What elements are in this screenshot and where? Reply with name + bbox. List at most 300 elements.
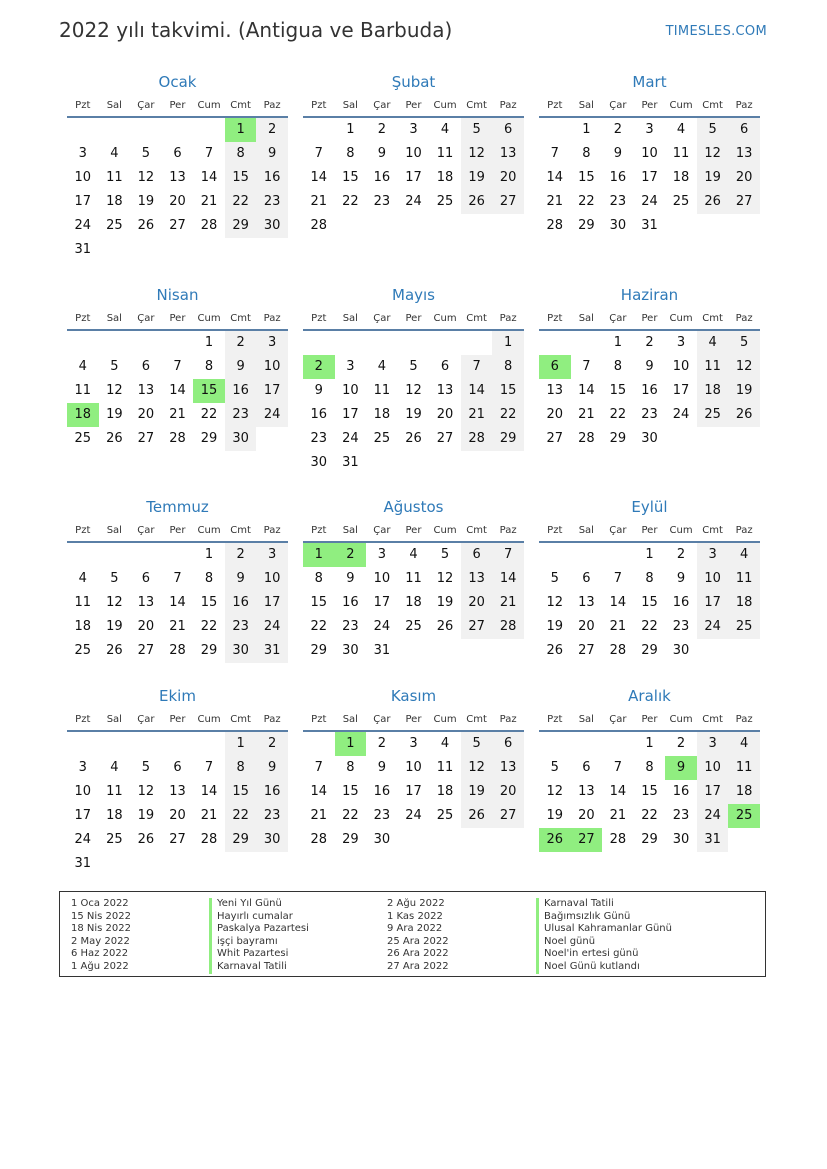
day-cell: 4 xyxy=(110,146,119,161)
weekday-label: Pzt xyxy=(311,313,327,324)
day-cell: 29 xyxy=(310,643,328,658)
day-cell: 1 xyxy=(225,732,257,756)
day-cell: 17 xyxy=(672,383,690,398)
weekday-label: Çar xyxy=(137,313,155,324)
day-cell: 13 xyxy=(137,383,155,398)
weekday-label: Pzt xyxy=(75,525,91,536)
day-cell: 13 xyxy=(728,142,760,166)
weekday-label: Sal xyxy=(342,525,358,536)
week-row xyxy=(67,118,288,142)
day-cell: 12 xyxy=(436,571,454,586)
day-cell: 15 xyxy=(492,379,524,403)
month-1 xyxy=(67,72,288,262)
weekday-label: Per xyxy=(641,525,658,536)
day-cell: 9 xyxy=(346,571,355,586)
week-row xyxy=(539,379,760,403)
day-cell: 4 xyxy=(110,760,119,775)
weekday-label: Paz xyxy=(735,100,753,111)
week-row xyxy=(539,615,760,639)
day-cell: 21 xyxy=(310,194,328,209)
day-cell: 25 xyxy=(436,808,454,823)
day-cell: 19 xyxy=(106,407,123,422)
day-cell: 9 xyxy=(377,760,387,775)
day-cell: 12 xyxy=(546,784,564,799)
day-cell: 4 xyxy=(440,736,450,751)
day-cell: 27 xyxy=(461,615,493,639)
weekday-label: Paz xyxy=(735,525,753,536)
day-cell: 7 xyxy=(492,543,524,567)
empty-cell xyxy=(303,118,335,142)
empty-cell xyxy=(461,828,493,852)
day-cell: 14 xyxy=(609,784,627,799)
empty-cell xyxy=(225,852,257,876)
day-cell: 3 xyxy=(409,736,418,751)
week-row xyxy=(539,166,760,190)
day-cell: 14 xyxy=(461,379,493,403)
weekday-label: Cum xyxy=(433,714,457,725)
empty-cell xyxy=(193,118,225,142)
week-row xyxy=(303,142,524,166)
weekday-label: Per xyxy=(169,313,186,324)
day-cell: 25 xyxy=(106,832,123,847)
day-cell: 17 xyxy=(405,784,422,799)
day-cell: 3 xyxy=(377,547,387,562)
day-cell: 20 xyxy=(436,407,454,422)
empty-cell xyxy=(728,639,760,663)
empty-cell xyxy=(492,639,524,663)
day-cell: 16 xyxy=(225,379,257,403)
month-name: Mart xyxy=(632,73,667,91)
day-cell: 29 xyxy=(200,643,218,658)
day-cell: 10 xyxy=(74,784,92,799)
day-cell: 21 xyxy=(609,619,627,634)
empty-cell xyxy=(492,828,524,852)
day-cell: 4 xyxy=(728,732,760,756)
day-cell: 4 xyxy=(78,571,87,586)
empty-cell xyxy=(193,732,225,756)
day-cell: 29 xyxy=(492,427,524,451)
day-cell: 18 xyxy=(697,379,729,403)
empty-cell xyxy=(99,732,131,756)
day-cell: 8 xyxy=(225,142,257,166)
week-row xyxy=(67,379,288,403)
day-cell: 29 xyxy=(609,431,627,446)
day-cell: 9 xyxy=(256,142,288,166)
legend-holiday-name: Noel Günü kutlandı xyxy=(536,961,672,974)
day-cell: 18 xyxy=(405,595,422,610)
day-cell: 21 xyxy=(578,407,595,422)
day-cell: 16 xyxy=(672,595,690,610)
day-cell: 8 xyxy=(613,359,623,374)
weekday-label: Cum xyxy=(433,100,457,111)
weekday-label: Pzt xyxy=(547,525,563,536)
weekday-label: Sal xyxy=(106,313,122,324)
empty-cell xyxy=(335,331,367,355)
weekday-label: Çar xyxy=(137,714,155,725)
week-row xyxy=(67,591,288,615)
day-cell: 31 xyxy=(74,242,92,257)
week-row xyxy=(67,355,288,379)
day-cell: 2 xyxy=(645,335,654,350)
holiday-day-cell: 27 xyxy=(571,828,603,852)
empty-cell xyxy=(162,238,194,262)
day-cell: 23 xyxy=(310,431,328,446)
empty-cell xyxy=(303,732,335,756)
weekday-label: Cmt xyxy=(230,313,251,324)
legend-holiday-name: Bağımsızlık Günü xyxy=(536,911,672,924)
day-cell: 28 xyxy=(200,218,218,233)
day-cell: 26 xyxy=(461,804,493,828)
weekday-label: Sal xyxy=(106,714,122,725)
day-cell: 26 xyxy=(546,643,564,658)
weekday-label: Pzt xyxy=(547,313,563,324)
empty-cell xyxy=(366,331,398,355)
weekday-label: Cmt xyxy=(702,100,723,111)
day-cell: 18 xyxy=(728,780,760,804)
empty-cell xyxy=(99,852,131,876)
holiday-day-cell: 1 xyxy=(335,732,367,756)
day-cell: 8 xyxy=(204,359,214,374)
week-row xyxy=(67,238,288,262)
legend-holiday-name: Whit Pazartesi xyxy=(209,948,309,961)
day-cell: 7 xyxy=(173,571,182,586)
day-cell: 18 xyxy=(106,194,123,209)
day-cell: 25 xyxy=(405,619,422,634)
day-cell: 16 xyxy=(672,784,690,799)
day-cell: 24 xyxy=(74,832,92,847)
month-name: Mayıs xyxy=(392,286,435,304)
day-cell: 6 xyxy=(173,760,182,775)
week-row xyxy=(539,543,760,567)
day-cell: 24 xyxy=(256,615,288,639)
weekday-label: Paz xyxy=(499,714,517,725)
empty-cell xyxy=(398,331,430,355)
day-cell: 8 xyxy=(645,571,654,586)
day-cell: 12 xyxy=(405,383,422,398)
legend-names-col-1 xyxy=(209,898,309,974)
day-cell: 6 xyxy=(728,118,760,142)
day-cell: 4 xyxy=(440,122,450,137)
weekday-label: Cmt xyxy=(702,313,723,324)
weekday-header xyxy=(303,521,524,543)
day-cell: 4 xyxy=(676,122,686,137)
day-cell: 22 xyxy=(310,619,328,634)
day-cell: 2 xyxy=(256,118,288,142)
day-cell: 17 xyxy=(74,194,92,209)
weekday-label: Çar xyxy=(609,313,627,324)
day-cell: 3 xyxy=(346,359,355,374)
day-cell: 11 xyxy=(106,784,123,799)
weekday-header xyxy=(67,96,288,118)
day-cell: 9 xyxy=(256,756,288,780)
empty-cell xyxy=(728,427,760,451)
day-cell: 5 xyxy=(461,732,493,756)
month-9 xyxy=(539,497,760,663)
legend-date: 25 Ara 2022 xyxy=(387,935,449,947)
empty-cell xyxy=(67,118,99,142)
empty-cell xyxy=(602,732,634,756)
day-cell: 25 xyxy=(697,403,729,427)
day-cell: 11 xyxy=(436,146,454,161)
legend-date: 1 Ağu 2022 xyxy=(71,960,129,972)
day-cell: 13 xyxy=(436,383,454,398)
holiday-day-cell: 6 xyxy=(539,355,571,379)
day-cell: 18 xyxy=(106,808,123,823)
day-cell: 14 xyxy=(310,784,328,799)
weekday-label: Çar xyxy=(373,100,391,111)
week-row xyxy=(303,780,524,804)
weekday-label: Per xyxy=(169,714,186,725)
day-cell: 21 xyxy=(200,808,218,823)
empty-cell xyxy=(429,451,461,475)
day-cell: 22 xyxy=(492,403,524,427)
day-cell: 23 xyxy=(672,619,690,634)
weekday-label: Çar xyxy=(609,525,627,536)
weekday-label: Cmt xyxy=(466,100,487,111)
day-cell: 5 xyxy=(550,571,559,586)
empty-cell xyxy=(539,331,571,355)
month-name: Şubat xyxy=(391,73,436,91)
week-row xyxy=(303,379,524,403)
week-row xyxy=(539,732,760,756)
weekday-label: Cum xyxy=(197,100,221,111)
day-cell: 26 xyxy=(405,431,422,446)
day-cell: 22 xyxy=(342,194,359,209)
day-cell: 25 xyxy=(672,194,690,209)
day-cell: 5 xyxy=(141,760,151,775)
empty-cell xyxy=(398,828,430,852)
day-cell: 29 xyxy=(641,643,658,658)
weekday-label: Per xyxy=(641,313,658,324)
day-cell: 13 xyxy=(461,567,493,591)
legend-date: 15 Nis 2022 xyxy=(71,910,131,922)
day-cell: 12 xyxy=(461,142,493,166)
day-cell: 14 xyxy=(609,595,627,610)
weekday-label: Çar xyxy=(373,525,391,536)
month-4 xyxy=(67,285,288,451)
month-8 xyxy=(303,497,524,663)
day-cell: 30 xyxy=(609,218,627,233)
empty-cell xyxy=(539,118,571,142)
weekday-label: Sal xyxy=(342,313,358,324)
day-cell: 30 xyxy=(342,643,359,658)
day-cell: 19 xyxy=(461,780,493,804)
week-row xyxy=(303,756,524,780)
day-cell: 23 xyxy=(641,407,658,422)
week-row xyxy=(539,190,760,214)
month-7 xyxy=(67,497,288,663)
month-name: Haziran xyxy=(620,286,679,304)
day-cell: 20 xyxy=(169,194,186,209)
day-cell: 19 xyxy=(405,407,422,422)
weekday-label: Cmt xyxy=(466,525,487,536)
day-cell: 17 xyxy=(256,591,288,615)
weekday-label: Pzt xyxy=(75,714,91,725)
weekday-label: Cmt xyxy=(230,525,251,536)
day-cell: 23 xyxy=(256,804,288,828)
weekday-label: Sal xyxy=(342,100,358,111)
empty-cell xyxy=(130,118,162,142)
day-cell: 28 xyxy=(546,218,564,233)
day-cell: 20 xyxy=(578,808,595,823)
week-row xyxy=(539,427,760,451)
day-cell: 28 xyxy=(492,615,524,639)
day-cell: 19 xyxy=(106,619,123,634)
day-cell: 1 xyxy=(582,122,591,137)
legend-date: 1 Kas 2022 xyxy=(387,910,443,922)
week-row xyxy=(539,591,760,615)
day-cell: 27 xyxy=(436,431,454,446)
day-cell: 23 xyxy=(373,194,391,209)
holiday-day-cell: 18 xyxy=(67,403,99,427)
legend-date: 2 Ağu 2022 xyxy=(387,898,445,909)
day-cell: 27 xyxy=(578,643,595,658)
day-cell: 11 xyxy=(106,170,123,185)
day-cell: 22 xyxy=(641,619,658,634)
weekday-label: Çar xyxy=(137,100,155,111)
day-cell: 15 xyxy=(609,383,627,398)
week-row xyxy=(539,331,760,355)
weekday-label: Sal xyxy=(578,525,594,536)
weekday-label: Cmt xyxy=(702,714,723,725)
day-cell: 19 xyxy=(436,595,454,610)
weekday-label: Paz xyxy=(263,525,281,536)
month-2 xyxy=(303,72,524,238)
day-cell: 28 xyxy=(310,832,328,847)
empty-cell xyxy=(492,214,524,238)
day-cell: 10 xyxy=(74,170,92,185)
day-cell: 17 xyxy=(405,170,422,185)
legend-date: 9 Ara 2022 xyxy=(387,923,443,935)
day-cell: 1 xyxy=(645,736,654,751)
weekday-label: Per xyxy=(405,100,422,111)
day-cell: 31 xyxy=(342,455,359,470)
day-cell: 5 xyxy=(141,146,151,161)
week-row xyxy=(67,331,288,355)
month-name: Temmuz xyxy=(146,498,209,516)
day-cell: 19 xyxy=(728,379,760,403)
empty-cell xyxy=(162,543,194,567)
day-cell: 28 xyxy=(200,832,218,847)
day-cell: 26 xyxy=(461,190,493,214)
week-row xyxy=(539,355,760,379)
week-row xyxy=(303,828,524,852)
empty-cell xyxy=(665,427,697,451)
day-cell: 2 xyxy=(613,122,623,137)
day-cell: 31 xyxy=(74,856,92,871)
day-cell: 16 xyxy=(310,407,328,422)
empty-cell xyxy=(256,238,288,262)
week-row xyxy=(303,639,524,663)
day-cell: 10 xyxy=(256,567,288,591)
empty-cell xyxy=(256,852,288,876)
day-cell: 30 xyxy=(225,639,257,663)
weekday-label: Cum xyxy=(197,313,221,324)
legend-dates-col-1 xyxy=(71,898,131,974)
week-row xyxy=(303,615,524,639)
holiday-day-cell: 2 xyxy=(335,543,367,567)
day-cell: 24 xyxy=(256,403,288,427)
day-cell: 11 xyxy=(405,571,422,586)
empty-cell xyxy=(697,639,729,663)
day-cell: 11 xyxy=(728,567,760,591)
empty-cell xyxy=(728,214,760,238)
day-cell: 24 xyxy=(641,194,658,209)
day-cell: 26 xyxy=(697,190,729,214)
day-cell: 21 xyxy=(200,194,218,209)
empty-cell xyxy=(429,828,461,852)
day-cell: 12 xyxy=(106,383,123,398)
empty-cell xyxy=(99,118,131,142)
week-row xyxy=(539,639,760,663)
day-cell: 10 xyxy=(373,571,391,586)
day-cell: 25 xyxy=(74,431,92,446)
legend-holiday-name: Hayırlı cumalar xyxy=(209,911,309,924)
day-cell: 17 xyxy=(342,407,359,422)
weekday-label: Sal xyxy=(106,100,122,111)
empty-cell xyxy=(99,543,131,567)
day-cell: 6 xyxy=(461,543,493,567)
weekday-label: Cum xyxy=(197,714,221,725)
weekday-label: Cmt xyxy=(230,714,251,725)
legend-holiday-name: Ulusal Kahramanlar Günü xyxy=(536,923,672,936)
brand-link[interactable]: TIMESLES.COM xyxy=(665,24,767,39)
empty-cell xyxy=(67,331,99,355)
day-cell: 3 xyxy=(676,335,686,350)
week-row xyxy=(303,451,524,475)
weekday-label: Cmt xyxy=(702,525,723,536)
day-cell: 2 xyxy=(377,736,387,751)
day-cell: 18 xyxy=(672,170,690,185)
legend-date: 27 Ara 2022 xyxy=(387,960,449,972)
day-cell: 12 xyxy=(137,784,155,799)
day-cell: 22 xyxy=(200,407,218,422)
day-cell: 15 xyxy=(225,166,257,190)
weekday-label: Cum xyxy=(433,313,457,324)
legend-names-col-2 xyxy=(536,898,672,974)
weekday-label: Cum xyxy=(669,714,693,725)
day-cell: 20 xyxy=(492,166,524,190)
empty-cell xyxy=(602,543,634,567)
day-cell: 3 xyxy=(409,122,418,137)
empty-cell xyxy=(162,732,194,756)
week-row xyxy=(303,427,524,451)
week-row xyxy=(303,591,524,615)
empty-cell xyxy=(461,214,493,238)
day-cell: 2 xyxy=(676,547,686,562)
day-cell: 15 xyxy=(342,170,359,185)
day-cell: 28 xyxy=(578,431,595,446)
day-cell: 5 xyxy=(728,331,760,355)
day-cell: 14 xyxy=(200,170,218,185)
day-cell: 12 xyxy=(137,170,155,185)
day-cell: 20 xyxy=(169,808,186,823)
day-cell: 28 xyxy=(461,427,493,451)
day-cell: 4 xyxy=(78,359,87,374)
day-cell: 12 xyxy=(461,756,493,780)
day-cell: 8 xyxy=(346,760,355,775)
day-cell: 20 xyxy=(492,780,524,804)
day-cell: 10 xyxy=(672,359,690,374)
day-cell: 10 xyxy=(697,567,729,591)
day-cell: 20 xyxy=(137,619,155,634)
day-cell: 26 xyxy=(137,832,155,847)
weekday-label: Per xyxy=(169,525,186,536)
day-cell: 11 xyxy=(672,146,690,161)
day-cell: 13 xyxy=(578,784,595,799)
day-cell: 17 xyxy=(697,780,729,804)
day-cell: 8 xyxy=(492,355,524,379)
